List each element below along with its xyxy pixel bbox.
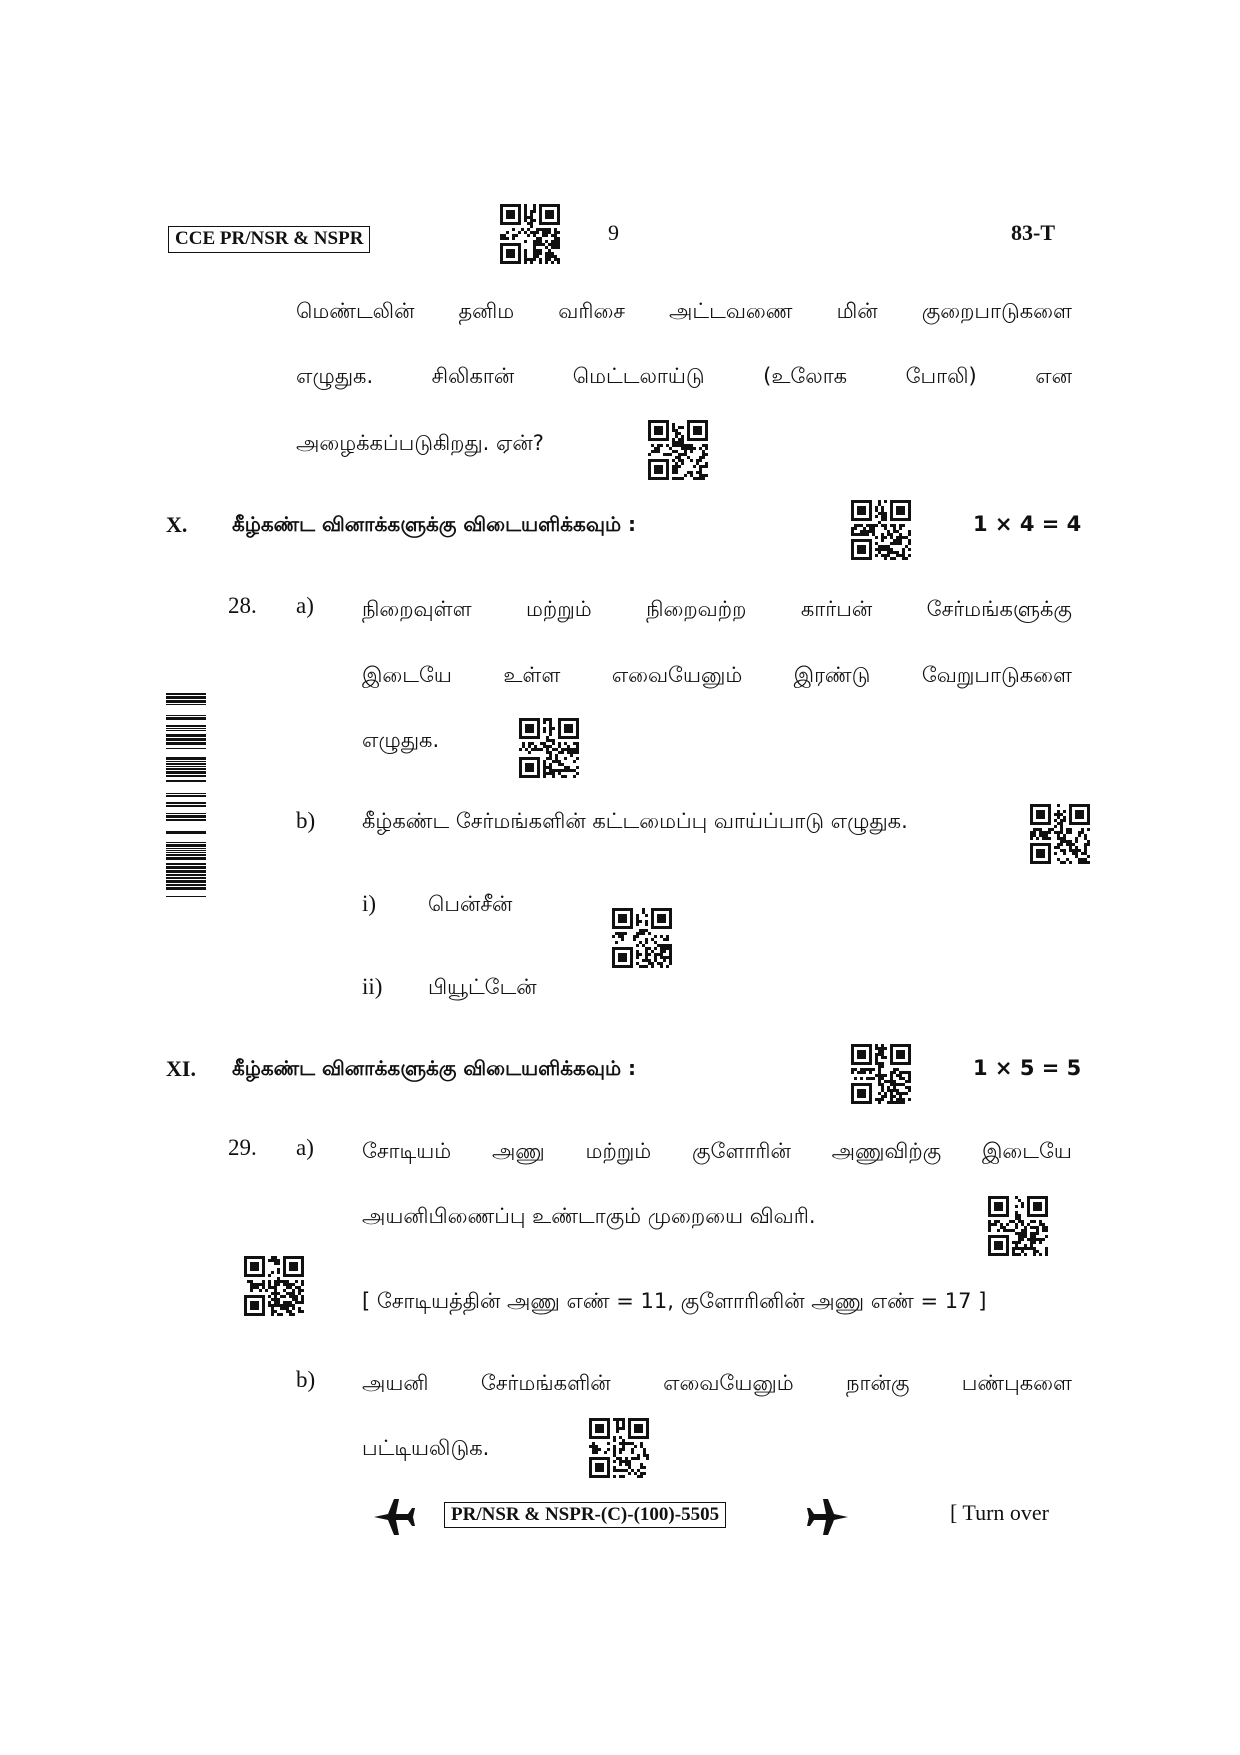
section-x-instruction: கீழ்கண்ட வினாக்களுக்கு விடையளிக்கவும் : [232, 512, 637, 536]
qr-code-icon [648, 420, 708, 480]
qr-code-icon [589, 1418, 649, 1478]
word: மற்றும் [526, 597, 592, 621]
q28b-ii-text: பியூட்டேன் [428, 975, 537, 999]
q28a-line-2 [362, 660, 1072, 690]
section-xi-label: XI. [166, 1056, 196, 1081]
sub-question-label: b) [296, 1367, 316, 1392]
sub-question-label: a) [296, 593, 314, 618]
q27-line-2 [296, 361, 1072, 391]
word: மெண்டலின் [296, 299, 415, 323]
turn-over-label: [ Turn over [950, 1500, 1050, 1525]
word: அணுவிற்கு [831, 1139, 942, 1163]
q29a-hint: [ சோடியத்தின் அணு எண் = 11, குளோரினின் அணு எண் = 17 ] [362, 1289, 987, 1313]
q28a-line-3: எழுதுக. [362, 728, 440, 752]
q28b-i-text: பென்சீன் [428, 892, 513, 916]
word: போலி) [905, 364, 977, 388]
word: என [1035, 364, 1072, 388]
qr-code-icon [500, 204, 560, 264]
q29a-line-1 [362, 1136, 1072, 1166]
paper-code: 83-T [1011, 220, 1055, 245]
word: நான்கு [846, 1371, 910, 1395]
q27-line-3: அழைக்கப்படுகிறது. ஏன்? [296, 431, 544, 455]
qr-code-icon [851, 500, 911, 560]
qr-code-icon [244, 1256, 304, 1316]
section-xi-marks: 1 × 5 = 5 [973, 1056, 1082, 1080]
word: தனிம [458, 299, 515, 323]
word: நிறைவுள்ள [362, 597, 472, 621]
word: அணு [491, 1139, 545, 1163]
word: வரிசை [558, 299, 625, 323]
q29b-line-1 [362, 1368, 1072, 1398]
word: அட்டவணை [669, 299, 793, 323]
qr-code-icon [988, 1196, 1048, 1256]
q27-line-1 [296, 296, 1072, 326]
q29a-line-2: அயனிபிணைப்பு உண்டாகும் முறையை விவரி. [362, 1204, 816, 1228]
word: வேறுபாடுகளை [921, 663, 1072, 687]
exam-code-label: CCE PR/NSR & NSPR [168, 226, 370, 253]
word: இடையே [362, 663, 452, 687]
airplane-icon [806, 1495, 850, 1539]
section-x-label: X. [166, 512, 188, 537]
word: சேர்மங்களின் [480, 1371, 611, 1395]
question-number: 28. [228, 593, 257, 618]
word: குறைபாடுகளை [921, 299, 1072, 323]
sub-item-label: i) [362, 891, 377, 916]
word: நிறைவற்ற [646, 597, 747, 621]
word: கார்பன் [800, 597, 873, 621]
airplane-icon [372, 1495, 416, 1539]
q28b-text: கீழ்கண்ட சேர்மங்களின் கட்டமைப்பு வாய்ப்பாடு எழுதுக. [362, 809, 908, 833]
word: மின் [836, 299, 878, 323]
question-number: 29. [228, 1135, 257, 1160]
word: பண்புகளை [961, 1371, 1072, 1395]
word: சேர்மங்களுக்கு [926, 597, 1072, 621]
barcode-icon [166, 690, 206, 902]
word: சிலிகான் [431, 364, 515, 388]
qr-code-icon [519, 718, 579, 778]
page-number: 9 [608, 220, 619, 245]
word: எவையேனும் [663, 1371, 794, 1395]
q28a-line-1 [362, 594, 1072, 624]
word: உள்ள [503, 663, 561, 687]
qr-code-icon [1030, 804, 1090, 864]
word: குளோரின் [692, 1139, 791, 1163]
sub-question-label: a) [296, 1135, 314, 1160]
qr-code-icon [612, 908, 672, 968]
section-x-marks: 1 × 4 = 4 [973, 512, 1082, 536]
footer-code: PR/NSR & NSPR-(C)-(100)-5505 [444, 1502, 726, 1528]
word: இடையே [982, 1139, 1072, 1163]
word: இரண்டு [793, 663, 871, 687]
word: அயனி [362, 1371, 429, 1395]
word: (உலோக [763, 364, 848, 388]
word: மற்றும் [585, 1139, 652, 1163]
sub-item-label: ii) [362, 974, 383, 999]
sub-question-label: b) [296, 808, 316, 833]
word: எழுதுக. [296, 364, 374, 388]
section-xi-instruction: கீழ்கண்ட வினாக்களுக்கு விடையளிக்கவும் : [232, 1056, 637, 1080]
word: எவையேனும் [611, 663, 743, 687]
q29b-line-2: பட்டியலிடுக. [362, 1436, 490, 1460]
qr-code-icon [851, 1044, 911, 1104]
word: மெட்டலாய்டு [572, 364, 705, 388]
word: சோடியம் [362, 1139, 452, 1163]
